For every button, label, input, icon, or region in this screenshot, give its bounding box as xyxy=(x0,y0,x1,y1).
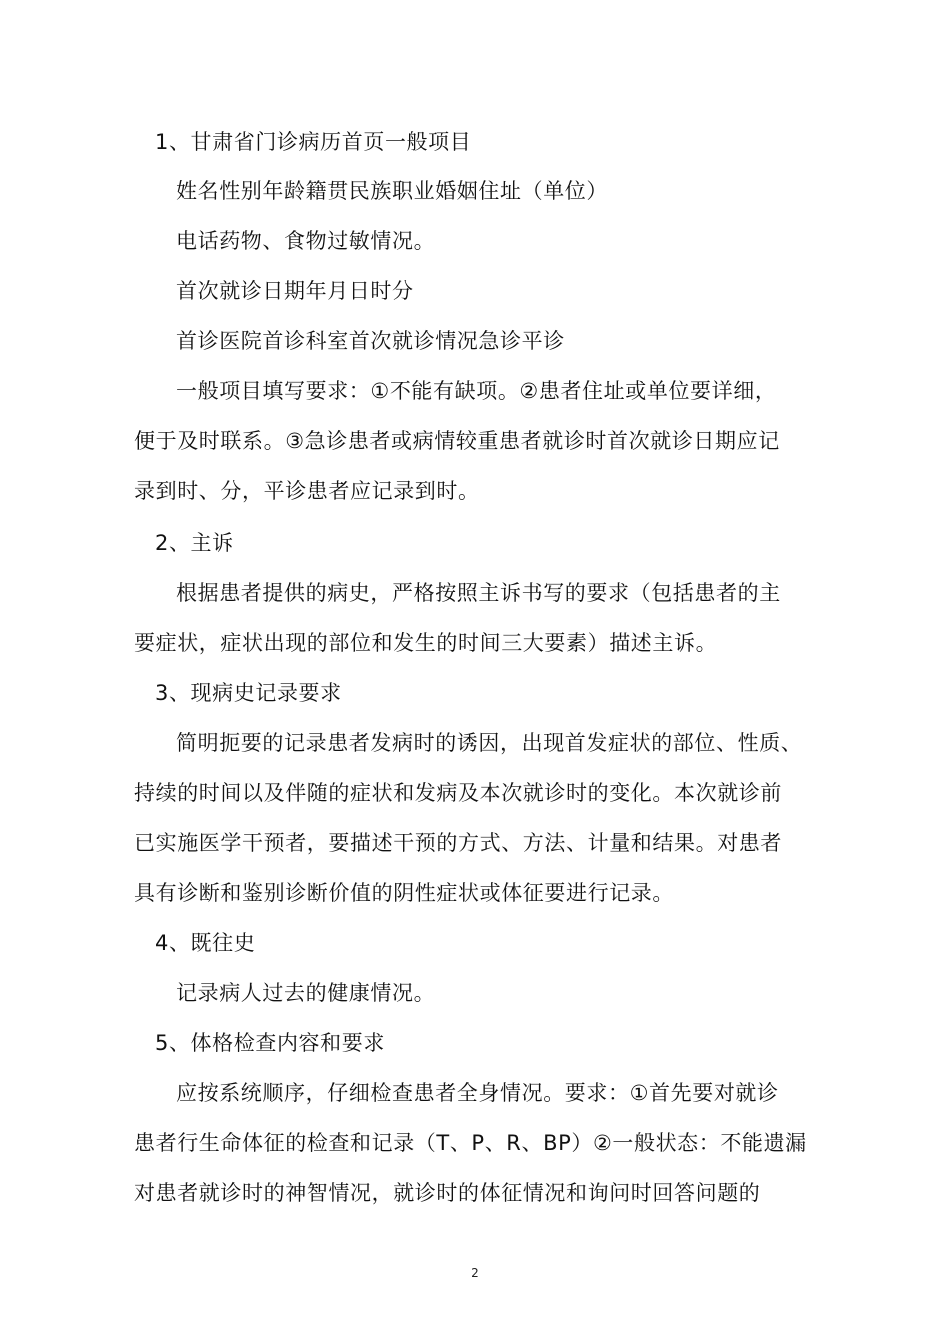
paragraph-line: 要症状，症状出现的部位和发生的时间三大要素）描述主诉。 xyxy=(134,631,718,655)
paragraph-line: 首诊医院首诊科室首次就诊情况急诊平诊 xyxy=(176,329,565,353)
paragraph-line: 持续的时间以及伴随的症状和发病及本次就诊时的变化。本次就诊前 xyxy=(134,781,782,805)
paragraph-line: 已实施医学干预者，要描述干预的方式、方法、计量和结果。对患者 xyxy=(134,831,782,855)
heading-4: 4、既往史 xyxy=(155,931,256,955)
paragraph-line: 简明扼要的记录患者发病时的诱因，出现首发症状的部位、性质、 xyxy=(176,731,803,755)
paragraph-line: 首次就诊日期年月日时分 xyxy=(176,279,414,303)
paragraph-line: 电话药物、食物过敏情况。 xyxy=(176,229,436,253)
heading-3: 3、现病史记录要求 xyxy=(155,681,342,705)
paragraph-line: 一般项目填写要求：①不能有缺项。②患者住址或单位要详细， xyxy=(176,379,777,403)
paragraph-line: 应按系统顺序，仔细检查患者全身情况。要求：①首先要对就诊 xyxy=(176,1081,779,1105)
paragraph-line: 具有诊断和鉴别诊断价值的阴性症状或体征要进行记录。 xyxy=(134,881,674,905)
heading-2: 2、主诉 xyxy=(155,531,234,555)
paragraph-line: 对患者就诊时的神智情况，就诊时的体征情况和询问时回答问题的 xyxy=(134,1181,761,1205)
paragraph-line: 便于及时联系。③急诊患者或病情较重患者就诊时首次就诊日期应记 xyxy=(134,429,780,453)
heading-1: 1、甘肃省门诊病历首页一般项目 xyxy=(155,130,472,154)
paragraph-line: 患者行生命体征的检查和记录（T、P、R、BP）②一般状态：不能遗漏 xyxy=(134,1131,807,1155)
page-number: 2 xyxy=(471,1266,479,1280)
paragraph-line: 姓名性别年龄籍贯民族职业婚姻住址（单位） xyxy=(176,179,608,203)
paragraph-line: 根据患者提供的病史，严格按照主诉书写的要求（包括患者的主 xyxy=(176,581,781,605)
paragraph-line: 记录病人过去的健康情况。 xyxy=(176,981,436,1005)
paragraph-line: 录到时、分，平诊患者应记录到时。 xyxy=(134,479,480,503)
heading-5: 5、体格检查内容和要求 xyxy=(155,1031,385,1055)
